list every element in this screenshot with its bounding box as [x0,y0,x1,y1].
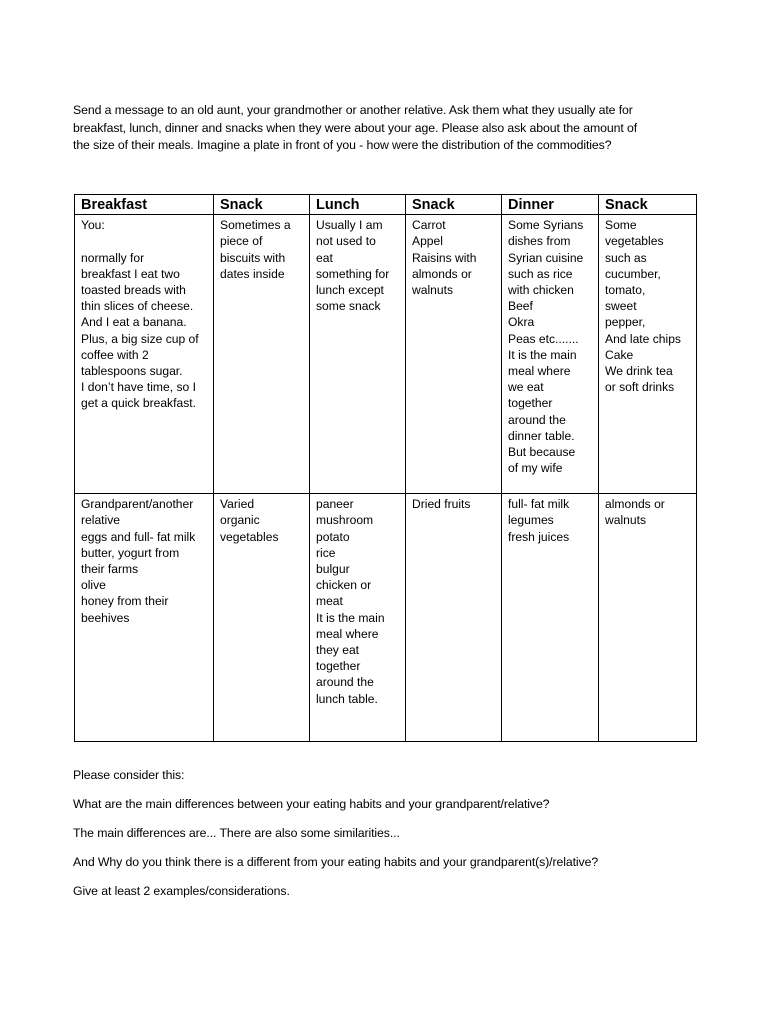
cell-line: relative [81,513,120,528]
cell-line: meat [316,594,343,609]
table-cell [310,494,406,742]
instructions-line: breakfast, lunch, dinner and snacks when they were about your age. Please also ask about the amount of [73,120,638,135]
cell-line: Carrot [412,218,446,233]
cell-line: something for [316,266,390,281]
cell-line: we eat [508,380,544,395]
cell-line: You: [81,218,105,233]
header-lunch: Lunch [310,195,406,215]
cell-line: paneer [316,497,354,512]
cell-line: meal where [316,626,379,641]
cell-line: Okra [508,315,535,330]
cell-line: eat [316,250,333,265]
cell-line [81,233,209,249]
cell-line: meal where [508,364,571,379]
cell-line: lunch table. [316,691,378,706]
table-cell [406,494,502,742]
cell-line: sweet [605,299,637,314]
cell-line: potato [316,529,350,544]
cell-line: full- fat milk [508,497,570,512]
cell-line: lunch except [316,283,384,298]
cell-line: walnuts [605,513,647,528]
cell-line: Beef [508,299,533,314]
instructions-paragraph [73,102,698,155]
cell-line: But because [508,445,576,460]
cell-line: around the [316,675,374,690]
meals-table [74,194,697,742]
table-cell [310,215,406,494]
table-cell [502,494,599,742]
cell-line: almonds or [605,497,665,512]
cell-line: Plus, a big size cup of [81,331,199,346]
table-header-row [75,195,697,215]
table-cell [406,215,502,494]
cell-line: together [508,396,553,411]
cell-line: coffee with 2 [81,347,149,362]
cell-line: some snack [316,299,381,314]
table-row-you [75,215,697,494]
cell-line: cucumber, [605,266,661,281]
cell-line: mushroom [316,513,374,528]
cell-line: tomato, [605,283,646,298]
cell-line: they eat [316,643,360,658]
cell-line: Dried fruits [412,497,471,512]
cell-line: biscuits with [220,250,286,265]
cell-line: tablespoons sugar. [81,364,183,379]
header-snack-2: Snack [406,195,502,215]
cell-line: Usually I am [316,218,383,233]
table-row-grandparent [75,494,697,742]
table-cell [214,215,310,494]
cell-line: with chicken [508,283,574,298]
cell-line: Syrian cuisine [508,250,584,265]
cell-line: And I eat a banana. [81,315,187,330]
cell-line: Some [605,218,637,233]
cell-line: piece of [220,234,263,249]
cell-line: Appel [412,234,443,249]
cell-line: rice [316,545,336,560]
cell-line: almonds or [412,266,472,281]
table-cell [599,494,697,742]
instructions-line: Send a message to an old aunt, your grandmother or another relative. Ask them what they usually ate for [73,103,633,117]
cell-line: beehives [81,610,130,625]
cell-line: breakfast I eat two [81,266,180,281]
cell-line: legumes [508,513,554,528]
cell-line: Cake [605,347,634,362]
cell-line: pepper, [605,315,646,330]
cell-line: together [316,659,361,674]
cell-line: It is the main [316,610,385,625]
table-cell [75,215,214,494]
cell-line: vegetables [605,234,664,249]
header-breakfast: Breakfast [75,195,214,215]
cell-line: organic [220,513,260,528]
cell-line: or soft drinks [605,380,675,395]
question-line: The main differences are... There are also some similarities... [73,826,400,840]
cell-line: get a quick breakfast. [81,396,196,411]
cell-line: eggs and full- fat milk [81,529,196,544]
cell-line: fresh juices [508,529,570,544]
cell-line: not used to [316,234,376,249]
question-line: And Why do you think there is a different from your eating habits and your grandparent(s)/relative? [73,855,599,869]
question-line: Please consider this: [73,768,185,782]
cell-line: dinner table. [508,428,575,443]
cell-line: such as rice [508,266,573,281]
cell-line: Some Syrians [508,218,584,233]
table-cell [599,215,697,494]
cell-line: bulgur [316,562,350,577]
cell-line: walnuts [412,283,454,298]
table-cell [502,215,599,494]
cell-line: We drink tea [605,364,673,379]
cell-line: of my wife [508,461,563,476]
cell-line: around the [508,412,566,427]
cell-line: toasted breads with [81,283,186,297]
cell-line: such as [605,250,647,265]
cell-line: Peas etc....... [508,331,579,346]
cell-line: Varied [220,497,255,512]
header-snack-3: Snack [599,195,697,215]
cell-line: thin slices of cheese. [81,299,194,314]
cell-line: chicken or [316,578,372,593]
reflection-questions [73,767,698,912]
cell-line: I don’t have time, so I [81,380,196,395]
table-cell [214,494,310,742]
cell-line: Grandparent/another [81,497,194,512]
table-cell [75,494,214,742]
cell-line: Raisins with [412,250,477,265]
cell-line: Sometimes a [220,218,291,233]
header-dinner: Dinner [502,195,599,215]
cell-line: normally for [81,250,145,265]
cell-line: And late chips [605,331,681,346]
cell-line: honey from their [81,594,169,609]
cell-line: dishes from [508,234,571,249]
question-line: What are the main differences between your eating habits and your grandparent/relative? [73,797,550,811]
cell-line: dates inside [220,266,285,281]
cell-line: It is the main [508,347,577,362]
header-snack-1: Snack [214,195,310,215]
instructions-line: the size of their meals. Imagine a plate in front of you - how were the distribution of the commodities? [73,138,612,152]
question-line: Give at least 2 examples/considerations. [73,884,290,898]
cell-line: butter, yogurt from [81,545,180,560]
cell-line: olive [81,578,106,593]
cell-line: their farms [81,562,139,577]
cell-line: vegetables [220,529,279,544]
